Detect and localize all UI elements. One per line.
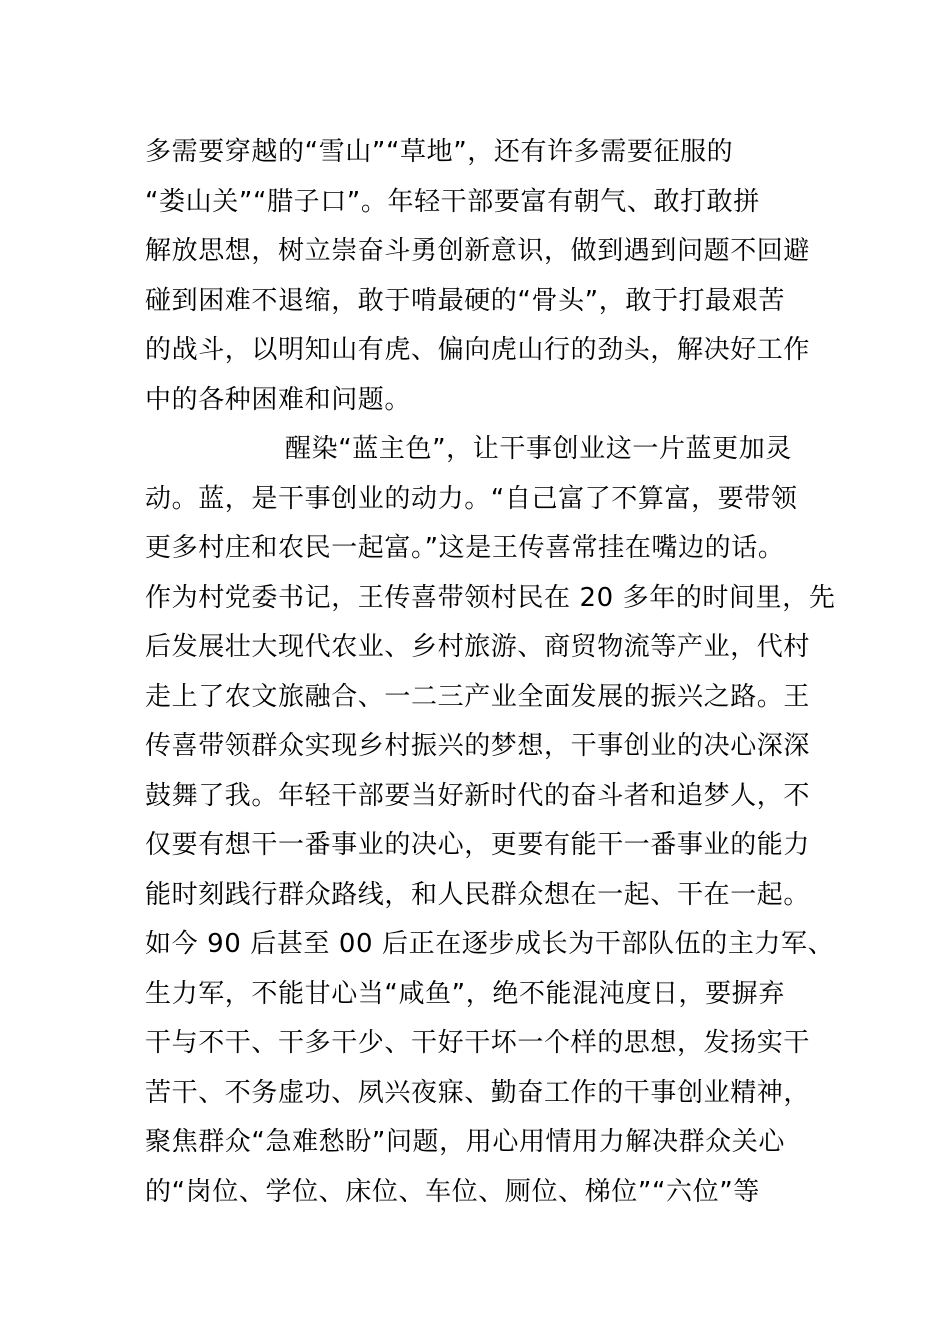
text-line-13: 传喜带领群众实现乡村振兴的梦想，干事创业的决心深深 [145,731,811,761]
text-line-14: 鼓舞了我。年轻干部要当好新时代的奋斗者和追梦人，不 [145,780,811,811]
text-line-18: 生力军，不能甘心当“咸鱼”，绝不能混沌度日，要摒弃 [145,978,785,1009]
text-line-12: 走上了农文旅融合、一二三产业全面发展的振兴之路。王 [145,681,811,712]
text-line-16: 能时刻践行群众路线，和人民群众想在一起、干在一起。 [145,879,811,910]
text-line-8: 动。蓝，是干事创业的动力。“自己富了不算富，要带领 [145,483,798,514]
text-line-22: 的“岗位、学位、床位、车位、厕位、梯位”“六位”等 [145,1176,760,1207]
paragraph-start-line: 醒染“蓝主色”，让干事创业这一片蓝更加灵 [285,434,792,464]
text-line-21: 聚焦群众“急难愁盼”问题，用心用情用力解决群众关心 [145,1127,785,1157]
text-line-4: 碰到困难不退缩，敢于啃最硬的“骨头”，敢于打最艰苦 [145,285,785,316]
text-line-6: 中的各种困难和问题。 [145,384,412,415]
text-line-2: “娄山关”“腊子口”。年轻干部要富有朝气、敢打敢拼 [145,186,760,217]
body-text [145,128,836,1217]
text-line-17: 如今 90 后甚至 00 后正在逐步成长为干部队伍的主力军、 [145,929,835,959]
text-line-9: 更多村庄和农民一起富。”这是王传喜常挂在嘴边的话。 [145,533,785,563]
text-line-19: 干与不干、干多干少、干好干坏一个样的思想，发扬实干 [145,1028,811,1058]
text-line-11: 后发展壮大现代农业、乡村旅游、商贸物流等产业，代村 [145,632,811,662]
text-line-20: 苦干、不务虚功、夙兴夜寐、勤奋工作的干事创业精神， [145,1077,811,1108]
text-line-10: 作为村党委书记，王传喜带领村民在 20 多年的时间里，先 [145,582,836,613]
text-line-1: 多需要穿越的“雪山”“草地”，还有许多需要征服的 [145,137,734,167]
text-line-3: 解放思想，树立崇奋斗勇创新意识，做到遇到问题不回避 [145,236,811,266]
text-line-5: 的战斗，以明知山有虎、偏向虎山行的劲头，解决好工作 [145,335,811,365]
text-line-15: 仅要有想干一番事业的决心，更要有能干一番事业的能力 [145,830,811,860]
